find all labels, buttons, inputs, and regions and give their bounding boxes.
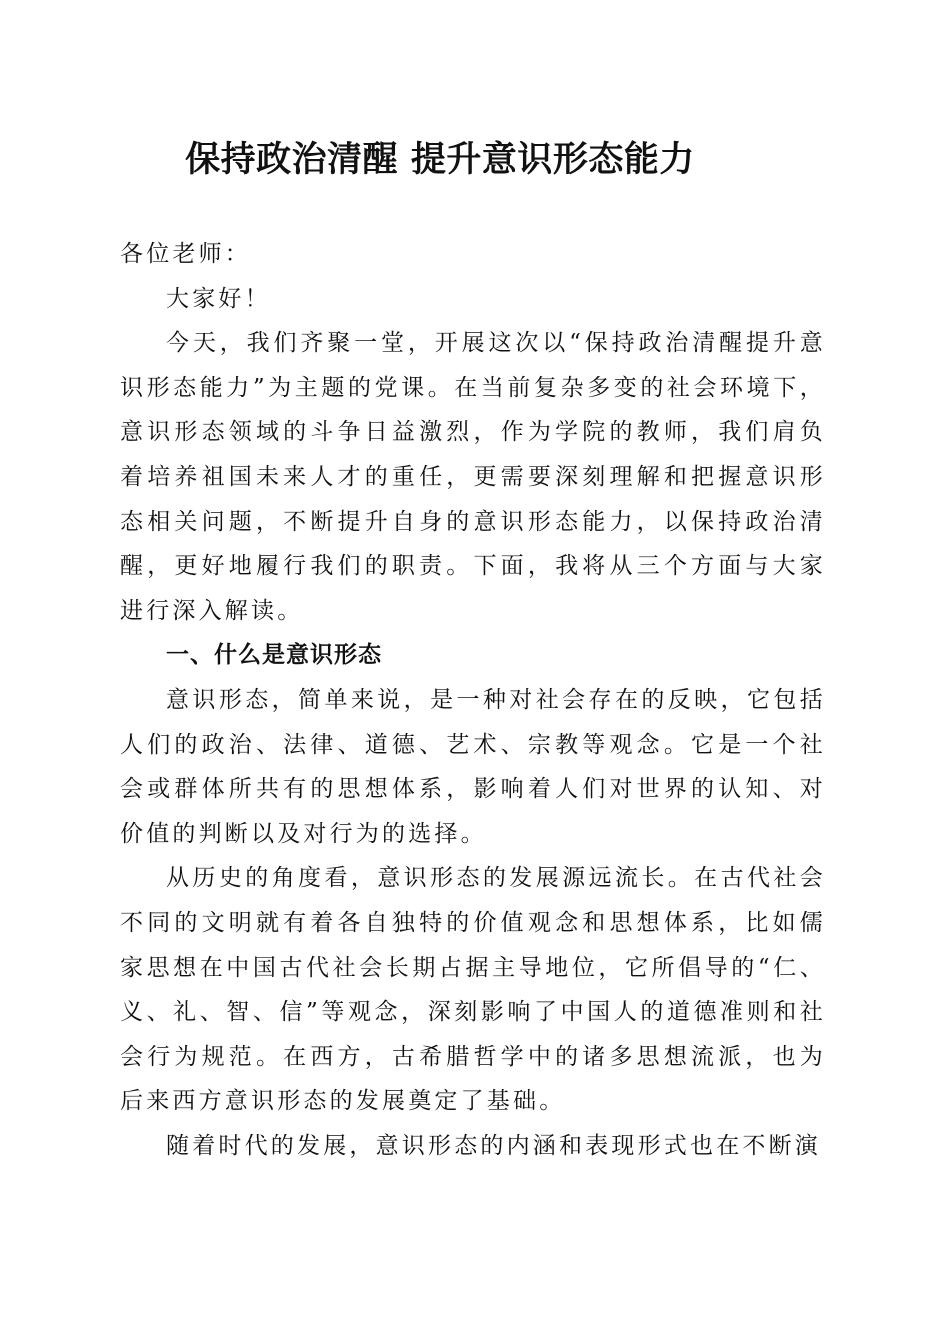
paragraph-definition: 意识形态，简单来说，是一种对社会存在的反映，它包括人们的政治、法律、道德、艺术、宗教等观念。它是一个社会或群体所共有的思想体系，影响着人们对世界的认知、对价值的判断以及对行为的选择。 (120, 686, 826, 847)
document-body (120, 232, 826, 1168)
salutation: 各位老师： (120, 241, 251, 267)
paragraph-history: 从历史的角度看，意识形态的发展源远流长。在古代社会不同的文明就有着各自独特的价值观念和思想体系，比如儒家思想在中国古代社会长期占据主导地位，它所倡导的“仁、义、礼、智、信”等观念，深刻影响了中国人的道德准则和社会行为规范。在西方，古希腊哲学中的诸多思想流派，也为后来西方意识形态的发展奠定了基础。 (120, 865, 826, 1115)
greeting: 大家好！ (166, 285, 271, 312)
document-title: 保持政治清醒 提升意识形态能力 (185, 139, 695, 180)
paragraph-intro: 今天，我们齐聚一堂，开展这次以“保持政治清醒提升意识形态能力”为主题的党课。在当前复杂多变的社会环境下，意识形态领域的斗争日益激烈，作为学院的教师，我们肩负着培养祖国未来人才的重任，更需要深刻理解和把握意识形态相关问题，不断提升自身的意识形态能力，以保持政治清醒，更好地履行我们的职责。下面，我将从三个方面与大家进行深入解读。 (120, 330, 826, 624)
paragraph-development: 随着时代的发展，意识形态的内涵和表现形式也在不断演 (166, 1132, 821, 1159)
section-heading-1: 一、什么是意识形态 (166, 642, 382, 669)
